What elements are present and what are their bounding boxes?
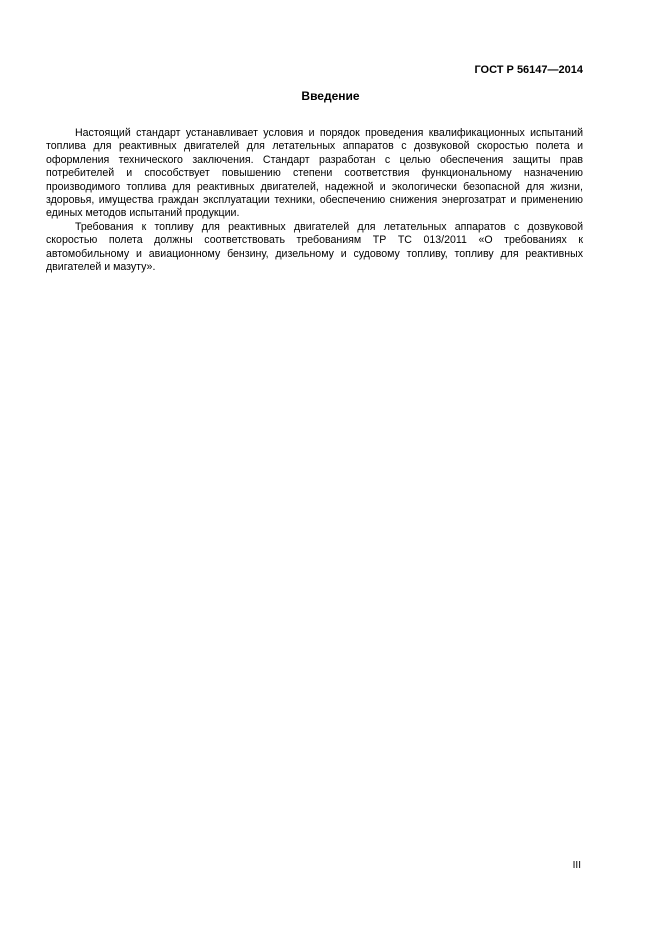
introduction-body bbox=[46, 127, 583, 274]
paragraph-1: Настоящий стандарт устанавливает условия и порядок проведения квалификационных испытаний топлива для реактивных двигателей для летательных аппаратов с дозвуковой скоростью полета и оформления технического заключения. Стандарт разработан с целью обеспечения защиты прав потребителей и способствует повышению степени соответствия функциональному назначению производимого топлива для реактивных двигателей, надежной и экологически безопасной для жизни, здоровья, имущества граждан эксплуатации техники, обеспечению снижения энергозатрат и применению единых методов испытаний продукции. bbox=[46, 127, 583, 220]
section-title: Введение bbox=[301, 89, 360, 103]
page-number: III bbox=[572, 860, 581, 871]
paragraph-2: Требования к топливу для реактивных двигателей для летательных аппаратов с дозвуковой скоростью полета должны соответствовать требованиям ТР ТС 013/2011 «О требованиях к автомобильному и авиационному бензину, дизельному и судовому топливу, топливу для реактивных двигателей и мазуту». bbox=[46, 220, 583, 274]
standard-code-header: ГОСТ Р 56147—2014 bbox=[474, 64, 583, 76]
